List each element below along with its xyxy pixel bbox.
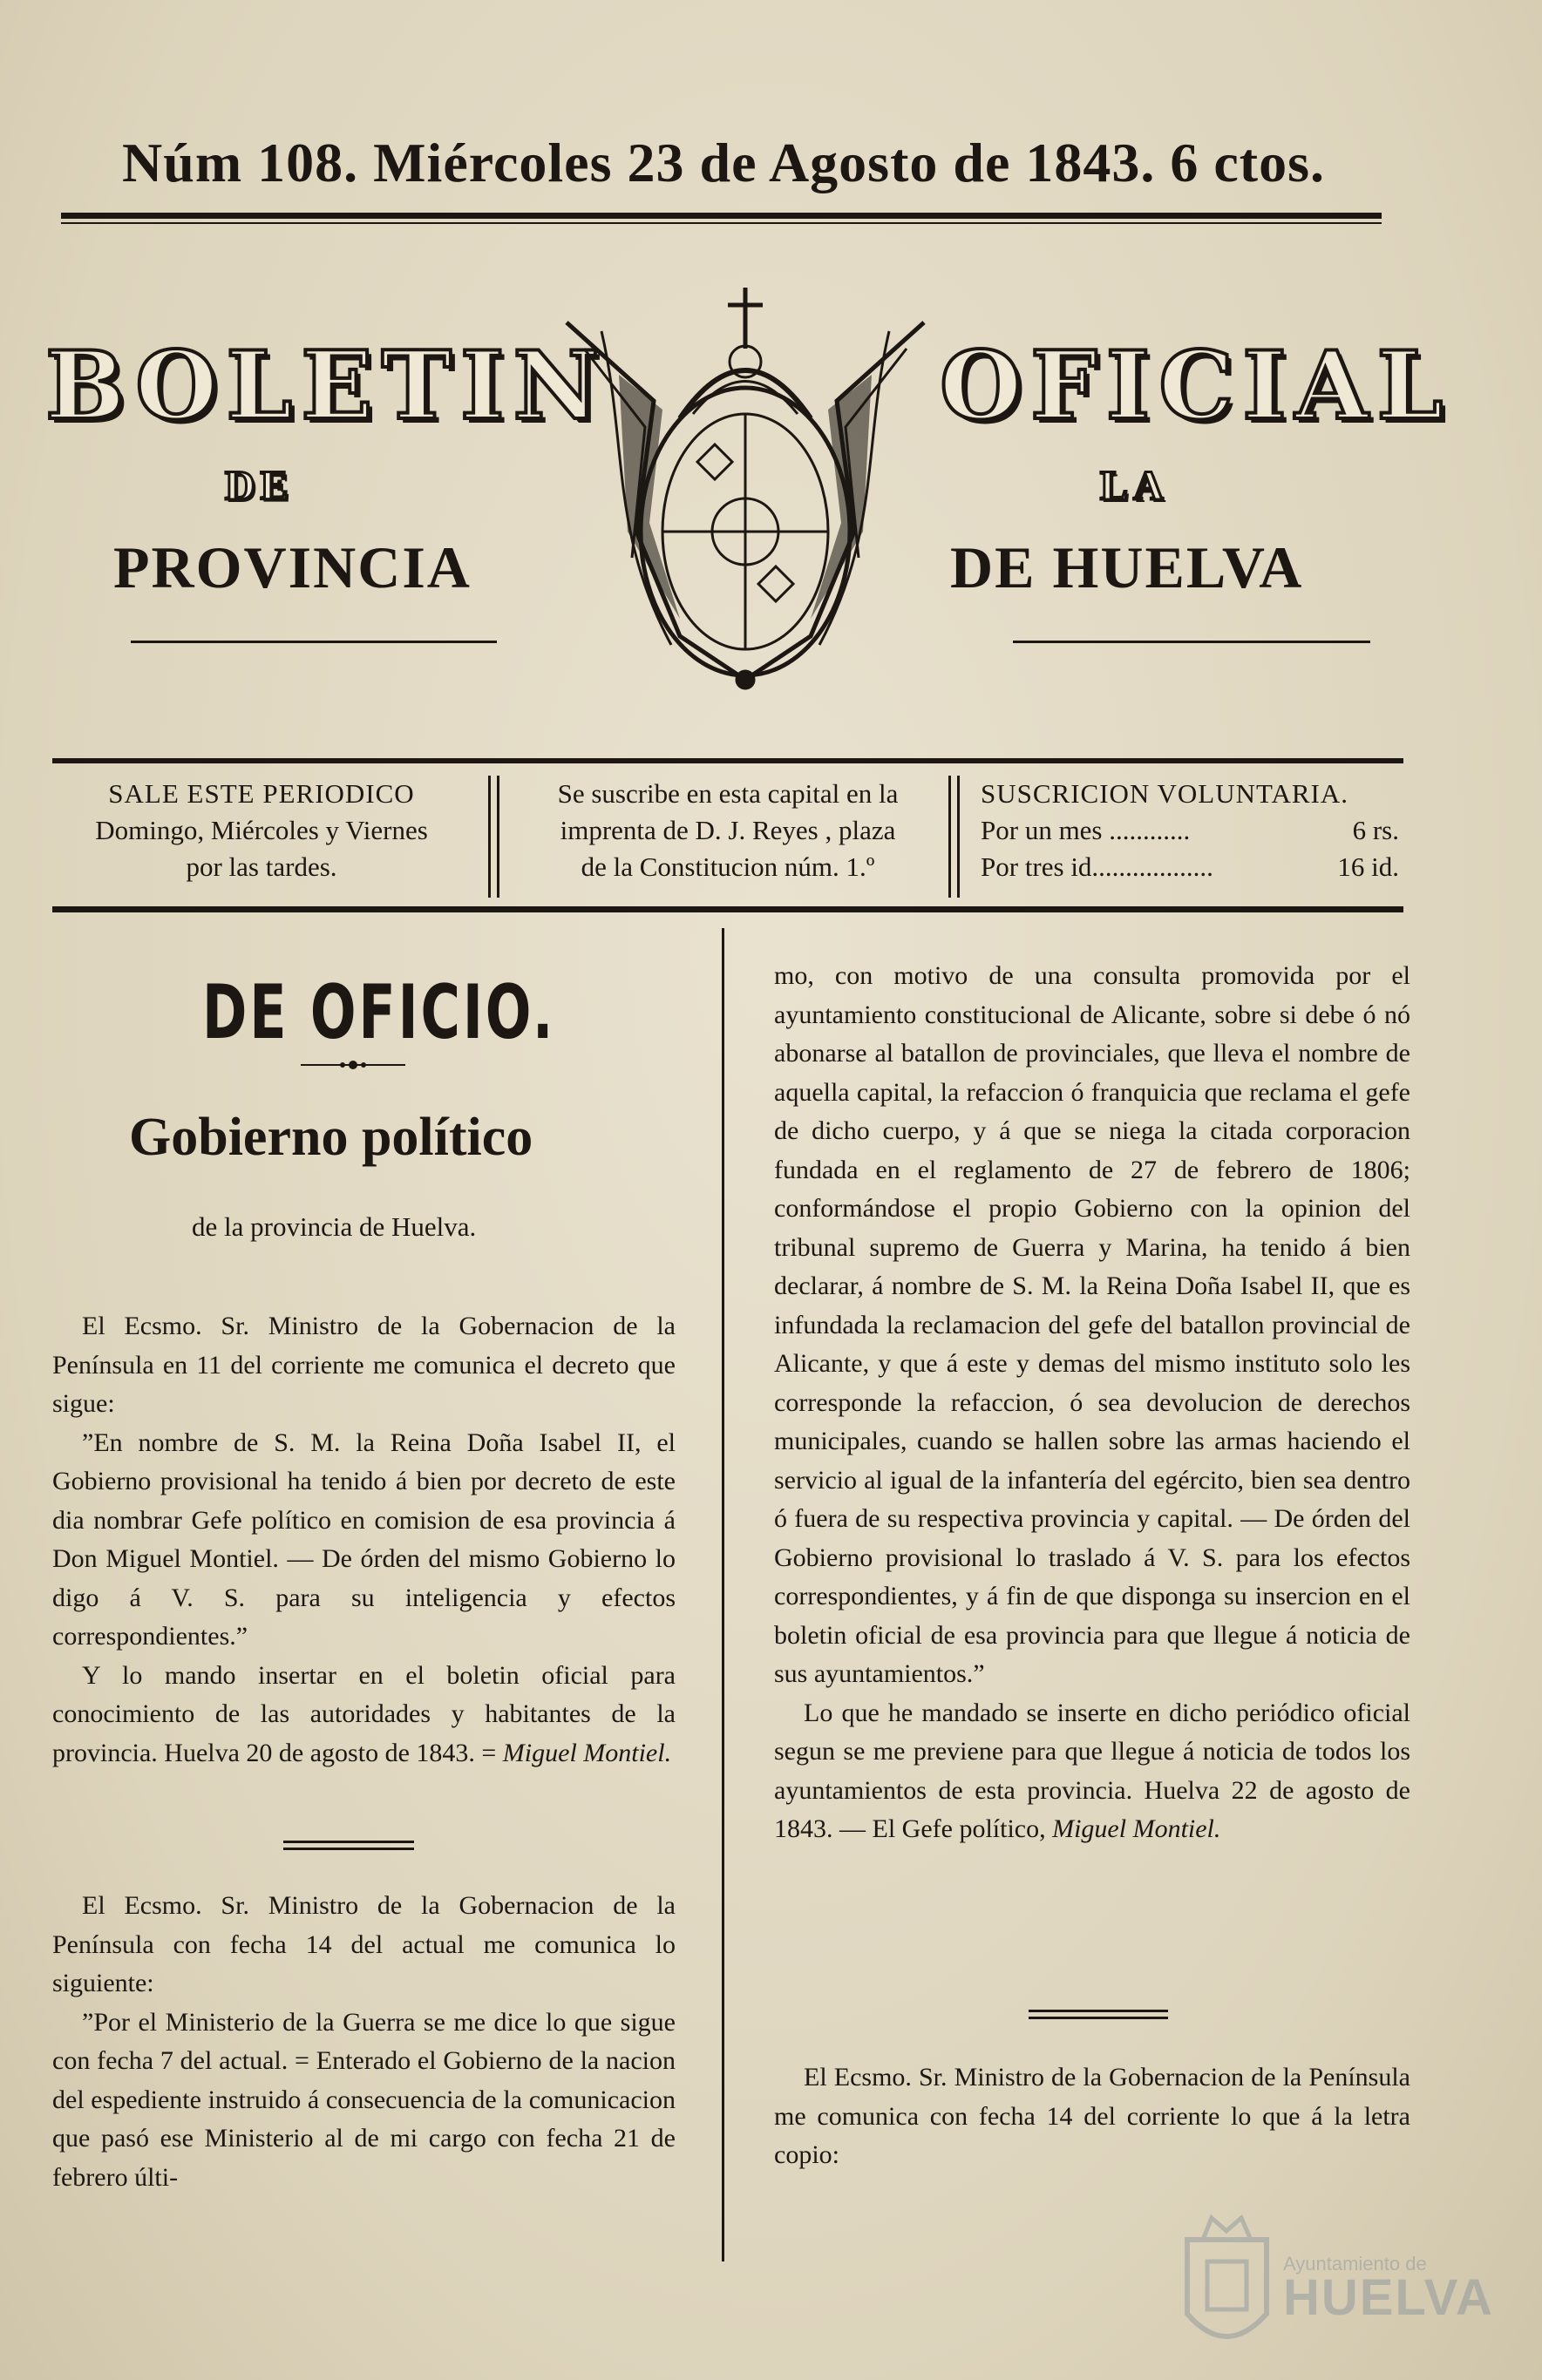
price-label: Por un mes ............: [981, 815, 1191, 845]
article-separator: [283, 1841, 414, 1843]
right-column-text-2: [774, 2058, 1410, 2175]
left-column-text-1: [52, 1307, 676, 1773]
paragraph: [774, 1694, 1410, 1849]
left-column-text-2: [52, 1887, 676, 2197]
info-prices-heading: SUSCRICION VOLUNTARIA.: [981, 778, 1348, 809]
watermark-line2: HUELVA: [1283, 2269, 1494, 2326]
info-divider: [488, 776, 491, 898]
info-divider: [957, 776, 960, 898]
title-boletin: BOLETIN: [45, 331, 608, 441]
article-separator: [1029, 2017, 1168, 2019]
paragraph: ”En nombre de S. M. la Reina Doña Isabel II, el Gobierno provisional ha tenido á bien por decreto de este dia nombrar Gefe político en comision de esa provincia á Don Miguel Montiel. — De órden del mismo Gobierno lo digo á V. S. para su inteligencia y efectos correspondientes.”: [52, 1427, 676, 1651]
info-divider: [948, 776, 951, 898]
paragraph-text: Y lo mando insertar en el boletin oficial para conocimiento de las autoridades y habitantes de la provincia. Huelva 20 de agosto de 1843. =: [52, 1660, 676, 1767]
price-value: 6 rs.: [1352, 815, 1399, 845]
info-top-rule: [52, 758, 1403, 763]
title-underline-right: [1013, 641, 1370, 643]
title-de: DE: [225, 463, 294, 509]
title-provincia: PROVINCIA: [113, 534, 472, 600]
info-subscription-line: imprenta de D. J. Reyes , plaza: [560, 815, 896, 845]
government-subtitle: de la provincia de Huelva.: [192, 1211, 477, 1242]
ornament-divider-icon: [301, 1059, 405, 1071]
government-title: Gobierno político: [129, 1108, 533, 1167]
watermark-line1: Ayuntamiento de: [1283, 2253, 1427, 2275]
city-council-watermark: [1177, 2209, 1494, 2366]
info-publication-line: Domingo, Miércoles y Viernes: [95, 815, 428, 845]
article-separator: [283, 1848, 414, 1850]
right-column-text-1: [774, 957, 1410, 1849]
city-crest-icon: [1177, 2209, 1277, 2362]
paragraph: El Ecsmo. Sr. Ministro de la Gobernacion de la Península en 11 del corriente me comunica el decreto que sigue:: [52, 1312, 676, 1418]
royal-crest-icon: [549, 270, 941, 706]
price-row: [981, 849, 1399, 885]
paragraph: mo, con motivo de una consulta promovida por el ayuntamiento constitucional de Alicante, sobre si debe ó nó abonarse al batallon de provinciales, que lleva el nombre de aquella capital, la refaccion ó franquicia que reclama el gefe de dicho cuerpo, y á que se niega la citada corporacion fundada en el reglamento de 27 de febrero de 1806; conformándose el propio Gobierno con la opinion del tribunal supremo de Guerra y Marina, ha tenido á bien declarar, á nombre de S. M. la Reina Doña Isabel II, que es infundada la reclamacion del gefe del batallon provincial de Alicante, y que á este y demas del mismo instituto solo les corresponde la refaccion, ó sea devolucion de derechos municipales, cuando se hallen sobre las armas haciendo el servicio al igual de la infantería del egército, bien sea dentro ó fuera de su respectiva provincia y capital. — De órden del Gobierno provisional lo traslado á V. S. para los efectos correspondientes, y á fin de que disponga su insercion en el boletin oficial de esa provincia para que llegue á noticia de sus ayuntamientos.”: [774, 961, 1410, 1688]
title-oficial: OFICIAL: [940, 331, 1452, 441]
paragraph-text: Lo que he mandado se inserte en dicho periódico oficial segun se me previene para que llegue á noticia de todos los ayuntamientos de esta provincia. Huelva 22 de agosto de 1843. — El Gefe político,: [774, 1698, 1410, 1843]
column-divider: [722, 928, 724, 2261]
info-publication: [44, 776, 479, 906]
article-separator: [1029, 2010, 1168, 2012]
price-value: 16 id.: [1337, 851, 1399, 882]
signature: Miguel Montiel.: [1052, 1814, 1221, 1843]
section-title: DE OFICIO.: [202, 969, 556, 1056]
info-subscription-line: Se suscribe en esta capital en la: [557, 778, 899, 809]
info-publication-line: por las tardes.: [186, 851, 337, 882]
masthead-rule-thin: [61, 222, 1382, 224]
issue-line: Núm 108. Miércoles 23 de Agosto de 1843. 6 ctos.: [122, 132, 1325, 193]
info-bottom-rule: [52, 906, 1403, 912]
paragraph: El Ecsmo. Sr. Ministro de la Gobernacion de la Península con fecha 14 del actual me comunica lo siguiente:: [52, 1891, 676, 1997]
paragraph: El Ecsmo. Sr. Ministro de la Gobernacion de la Península me comunica con fecha 14 del corriente lo que á la letra copio:: [774, 2063, 1410, 2169]
masthead-rule: [61, 213, 1382, 219]
signature: Miguel Montiel.: [502, 1738, 672, 1767]
title-de-huelva: DE HUELVA: [950, 534, 1304, 600]
title-underline-left: [131, 641, 497, 643]
info-subscription: [510, 776, 946, 906]
price-label: Por tres id..................: [981, 851, 1213, 882]
info-publication-line: SALE ESTE PERIODICO: [108, 778, 415, 809]
price-row: [981, 812, 1399, 849]
paragraph: [52, 1657, 676, 1773]
info-prices: [981, 776, 1399, 906]
paragraph: ”Por el Ministerio de la Guerra se me dice lo que sigue con fecha 7 del actual. = Enterado el Gobierno de la nacion del espediente instruido á consecuencia de la comunicacion que pasó ese Ministerio al de mi cargo con fecha 21 de febrero últi-: [52, 2007, 676, 2192]
info-subscription-line: de la Constitucion núm. 1.º: [581, 851, 875, 882]
title-la: LA: [1100, 463, 1169, 509]
info-divider: [497, 776, 499, 898]
